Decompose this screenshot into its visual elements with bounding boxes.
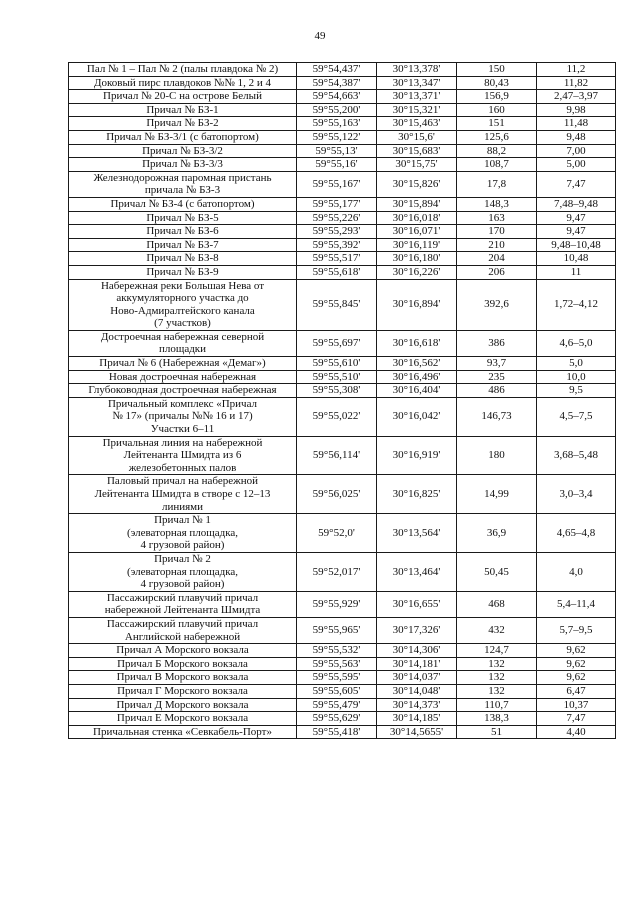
table-row xyxy=(69,397,616,436)
berth-name-cell: Причал № БЗ-4 (с батопортом) xyxy=(69,197,297,211)
depth-cell: 9,48 xyxy=(537,130,616,144)
latitude-cell: 59°55,605' xyxy=(297,684,377,698)
berth-name-cell: Глубоководная достроечная набережная xyxy=(69,384,297,398)
longitude-cell: 30°16,496' xyxy=(377,370,457,384)
latitude-cell: 59°55,177' xyxy=(297,197,377,211)
depth-cell: 1,72–4,12 xyxy=(537,279,616,330)
length-cell: 108,7 xyxy=(457,158,537,172)
berth-name-cell: Пассажирский плавучий причал Английской набережной xyxy=(69,617,297,643)
longitude-cell: 30°16,825' xyxy=(377,475,457,514)
berth-name-cell: Причал Б Морского вокзала xyxy=(69,657,297,671)
depth-cell: 3,0–3,4 xyxy=(537,475,616,514)
length-cell: 14,99 xyxy=(457,475,537,514)
latitude-cell: 59°55,510' xyxy=(297,370,377,384)
longitude-cell: 30°15,463' xyxy=(377,117,457,131)
table-row xyxy=(69,130,616,144)
length-cell: 386 xyxy=(457,330,537,356)
berth-name-cell: Причал № 6 (Набережная «Демаг») xyxy=(69,357,297,371)
latitude-cell: 59°55,845' xyxy=(297,279,377,330)
berth-name-cell: Причал В Морского вокзала xyxy=(69,671,297,685)
table-row xyxy=(69,238,616,252)
berth-name-cell: Причальный комплекс «Причал № 17» (причалы №№ 16 и 17) Участки 6–11 xyxy=(69,397,297,436)
longitude-cell: 30°13,371' xyxy=(377,90,457,104)
length-cell: 204 xyxy=(457,252,537,266)
latitude-cell: 59°55,418' xyxy=(297,725,377,739)
longitude-cell: 30°14,5655' xyxy=(377,725,457,739)
berth-name-cell: Причал № БЗ-5 xyxy=(69,211,297,225)
longitude-cell: 30°16,042' xyxy=(377,397,457,436)
table-row xyxy=(69,171,616,197)
longitude-cell: 30°16,018' xyxy=(377,211,457,225)
longitude-cell: 30°16,071' xyxy=(377,225,457,239)
length-cell: 156,9 xyxy=(457,90,537,104)
longitude-cell: 30°13,464' xyxy=(377,552,457,591)
length-cell: 88,2 xyxy=(457,144,537,158)
berths-table-body xyxy=(69,63,616,739)
depth-cell: 4,5–7,5 xyxy=(537,397,616,436)
table-row xyxy=(69,684,616,698)
longitude-cell: 30°14,048' xyxy=(377,684,457,698)
depth-cell: 4,6–5,0 xyxy=(537,330,616,356)
depth-cell: 9,62 xyxy=(537,644,616,658)
length-cell: 93,7 xyxy=(457,357,537,371)
depth-cell: 7,00 xyxy=(537,144,616,158)
table-row xyxy=(69,76,616,90)
depth-cell: 7,47 xyxy=(537,171,616,197)
longitude-cell: 30°16,655' xyxy=(377,591,457,617)
longitude-cell: 30°17,326' xyxy=(377,617,457,643)
table-row xyxy=(69,644,616,658)
longitude-cell: 30°15,321' xyxy=(377,103,457,117)
table-row xyxy=(69,117,616,131)
table-row xyxy=(69,514,616,553)
length-cell: 150 xyxy=(457,63,537,77)
latitude-cell: 59°55,16' xyxy=(297,158,377,172)
depth-cell: 5,7–9,5 xyxy=(537,617,616,643)
berth-name-cell: Железнодорожная паромная пристань причала № БЗ-3 xyxy=(69,171,297,197)
depth-cell: 9,62 xyxy=(537,671,616,685)
longitude-cell: 30°16,562' xyxy=(377,357,457,371)
berth-name-cell: Причал № БЗ-3/2 xyxy=(69,144,297,158)
berth-name-cell: Причальная линия на набережной Лейтенанта Шмидта из 6 железобетонных палов xyxy=(69,436,297,475)
table-row xyxy=(69,617,616,643)
length-cell: 132 xyxy=(457,684,537,698)
depth-cell: 4,65–4,8 xyxy=(537,514,616,553)
table-row xyxy=(69,712,616,726)
longitude-cell: 30°16,119' xyxy=(377,238,457,252)
longitude-cell: 30°14,037' xyxy=(377,671,457,685)
table-row xyxy=(69,211,616,225)
depth-cell: 11,82 xyxy=(537,76,616,90)
longitude-cell: 30°16,180' xyxy=(377,252,457,266)
latitude-cell: 59°55,595' xyxy=(297,671,377,685)
berth-name-cell: Причал А Морского вокзала xyxy=(69,644,297,658)
length-cell: 36,9 xyxy=(457,514,537,553)
table-row xyxy=(69,103,616,117)
latitude-cell: 59°55,517' xyxy=(297,252,377,266)
length-cell: 80,43 xyxy=(457,76,537,90)
page-number: 49 xyxy=(314,30,326,42)
depth-cell: 7,48–9,48 xyxy=(537,197,616,211)
latitude-cell: 59°55,965' xyxy=(297,617,377,643)
table-row xyxy=(69,671,616,685)
latitude-cell: 59°55,13' xyxy=(297,144,377,158)
length-cell: 132 xyxy=(457,671,537,685)
berth-name-cell: Причальная стенка «Севкабель-Порт» xyxy=(69,725,297,739)
depth-cell: 9,98 xyxy=(537,103,616,117)
length-cell: 50,45 xyxy=(457,552,537,591)
depth-cell: 11,48 xyxy=(537,117,616,131)
berth-name-cell: Причал № БЗ-6 xyxy=(69,225,297,239)
berth-name-cell: Причал № БЗ-7 xyxy=(69,238,297,252)
depth-cell: 4,0 xyxy=(537,552,616,591)
length-cell: 146,73 xyxy=(457,397,537,436)
berth-name-cell: Достроечная набережная северной площадки xyxy=(69,330,297,356)
table-row xyxy=(69,330,616,356)
length-cell: 148,3 xyxy=(457,197,537,211)
length-cell: 392,6 xyxy=(457,279,537,330)
longitude-cell: 30°16,894' xyxy=(377,279,457,330)
berth-name-cell: Новая достроечная набережная xyxy=(69,370,297,384)
berth-name-cell: Причал Г Морского вокзала xyxy=(69,684,297,698)
length-cell: 210 xyxy=(457,238,537,252)
berth-name-cell: Причал Е Морского вокзала xyxy=(69,712,297,726)
depth-cell: 5,4–11,4 xyxy=(537,591,616,617)
table-row xyxy=(69,436,616,475)
latitude-cell: 59°55,308' xyxy=(297,384,377,398)
berth-name-cell: Причал Д Морского вокзала xyxy=(69,698,297,712)
depth-cell: 5,0 xyxy=(537,357,616,371)
depth-cell: 7,47 xyxy=(537,712,616,726)
length-cell: 235 xyxy=(457,370,537,384)
table-row xyxy=(69,265,616,279)
depth-cell: 10,48 xyxy=(537,252,616,266)
table-row xyxy=(69,158,616,172)
table-row xyxy=(69,197,616,211)
latitude-cell: 59°55,392' xyxy=(297,238,377,252)
berth-name-cell: Пассажирский плавучий причал набережной Лейтенанта Шмидта xyxy=(69,591,297,617)
depth-cell: 9,47 xyxy=(537,211,616,225)
depth-cell: 9,5 xyxy=(537,384,616,398)
latitude-cell: 59°55,200' xyxy=(297,103,377,117)
latitude-cell: 59°55,929' xyxy=(297,591,377,617)
longitude-cell: 30°16,404' xyxy=(377,384,457,398)
latitude-cell: 59°52,017' xyxy=(297,552,377,591)
depth-cell: 3,68–5,48 xyxy=(537,436,616,475)
latitude-cell: 59°54,663' xyxy=(297,90,377,104)
length-cell: 110,7 xyxy=(457,698,537,712)
depth-cell: 10,0 xyxy=(537,370,616,384)
berth-name-cell: Причал № БЗ-3/1 (с батопортом) xyxy=(69,130,297,144)
table-row xyxy=(69,225,616,239)
latitude-cell: 59°55,629' xyxy=(297,712,377,726)
latitude-cell: 59°55,226' xyxy=(297,211,377,225)
berth-name-cell: Причал № БЗ-3/3 xyxy=(69,158,297,172)
longitude-cell: 30°16,226' xyxy=(377,265,457,279)
length-cell: 125,6 xyxy=(457,130,537,144)
table-row xyxy=(69,591,616,617)
table-row xyxy=(69,475,616,514)
depth-cell: 11 xyxy=(537,265,616,279)
length-cell: 51 xyxy=(457,725,537,739)
depth-cell: 9,47 xyxy=(537,225,616,239)
latitude-cell: 59°55,479' xyxy=(297,698,377,712)
longitude-cell: 30°15,683' xyxy=(377,144,457,158)
length-cell: 206 xyxy=(457,265,537,279)
berth-name-cell: Пал № 1 – Пал № 2 (палы плавдока № 2) xyxy=(69,63,297,77)
latitude-cell: 59°56,114' xyxy=(297,436,377,475)
berths-table xyxy=(68,62,616,739)
table-row xyxy=(69,657,616,671)
table-row xyxy=(69,725,616,739)
length-cell: 151 xyxy=(457,117,537,131)
length-cell: 170 xyxy=(457,225,537,239)
longitude-cell: 30°16,919' xyxy=(377,436,457,475)
berth-name-cell: Причал № БЗ-2 xyxy=(69,117,297,131)
table-row xyxy=(69,357,616,371)
table-row xyxy=(69,144,616,158)
length-cell: 432 xyxy=(457,617,537,643)
length-cell: 486 xyxy=(457,384,537,398)
length-cell: 468 xyxy=(457,591,537,617)
length-cell: 180 xyxy=(457,436,537,475)
latitude-cell: 59°55,122' xyxy=(297,130,377,144)
latitude-cell: 59°55,022' xyxy=(297,397,377,436)
longitude-cell: 30°15,826' xyxy=(377,171,457,197)
berth-name-cell: Причал № 20-С на острове Белый xyxy=(69,90,297,104)
depth-cell: 9,48–10,48 xyxy=(537,238,616,252)
depth-cell: 10,37 xyxy=(537,698,616,712)
latitude-cell: 59°56,025' xyxy=(297,475,377,514)
longitude-cell: 30°14,185' xyxy=(377,712,457,726)
length-cell: 138,3 xyxy=(457,712,537,726)
latitude-cell: 59°55,163' xyxy=(297,117,377,131)
depth-cell: 4,40 xyxy=(537,725,616,739)
longitude-cell: 30°15,894' xyxy=(377,197,457,211)
length-cell: 132 xyxy=(457,657,537,671)
berth-name-cell: Паловый причал на набережной Лейтенанта Шмидта в створе с 12–13 линиями xyxy=(69,475,297,514)
berth-name-cell: Причал № БЗ-8 xyxy=(69,252,297,266)
latitude-cell: 59°55,293' xyxy=(297,225,377,239)
longitude-cell: 30°14,181' xyxy=(377,657,457,671)
depth-cell: 2,47–3,97 xyxy=(537,90,616,104)
latitude-cell: 59°55,697' xyxy=(297,330,377,356)
table-row xyxy=(69,698,616,712)
longitude-cell: 30°15,75' xyxy=(377,158,457,172)
latitude-cell: 59°55,563' xyxy=(297,657,377,671)
depth-cell: 5,00 xyxy=(537,158,616,172)
berth-name-cell: Причал № БЗ-9 xyxy=(69,265,297,279)
latitude-cell: 59°55,610' xyxy=(297,357,377,371)
berth-name-cell: Набережная реки Большая Нева от аккумуляторного участка до Ново-Адмиралтейского канала (7 участков) xyxy=(69,279,297,330)
berth-name-cell: Причал № 1 (элеваторная площадка, 4 грузовой район) xyxy=(69,514,297,553)
latitude-cell: 59°54,387' xyxy=(297,76,377,90)
latitude-cell: 59°55,532' xyxy=(297,644,377,658)
berth-name-cell: Доковый пирс плавдоков №№ 1, 2 и 4 xyxy=(69,76,297,90)
length-cell: 17,8 xyxy=(457,171,537,197)
longitude-cell: 30°13,564' xyxy=(377,514,457,553)
table-row xyxy=(69,384,616,398)
table-row xyxy=(69,279,616,330)
table-row xyxy=(69,63,616,77)
table-row xyxy=(69,90,616,104)
table-row xyxy=(69,370,616,384)
berth-name-cell: Причал № 2 (элеваторная площадка, 4 грузовой район) xyxy=(69,552,297,591)
latitude-cell: 59°54,437' xyxy=(297,63,377,77)
longitude-cell: 30°14,373' xyxy=(377,698,457,712)
length-cell: 163 xyxy=(457,211,537,225)
table-row xyxy=(69,252,616,266)
latitude-cell: 59°55,167' xyxy=(297,171,377,197)
longitude-cell: 30°13,378' xyxy=(377,63,457,77)
latitude-cell: 59°55,618' xyxy=(297,265,377,279)
longitude-cell: 30°15,6' xyxy=(377,130,457,144)
length-cell: 124,7 xyxy=(457,644,537,658)
table-row xyxy=(69,552,616,591)
depth-cell: 11,2 xyxy=(537,63,616,77)
depth-cell: 6,47 xyxy=(537,684,616,698)
longitude-cell: 30°14,306' xyxy=(377,644,457,658)
longitude-cell: 30°13,347' xyxy=(377,76,457,90)
berth-name-cell: Причал № БЗ-1 xyxy=(69,103,297,117)
length-cell: 160 xyxy=(457,103,537,117)
latitude-cell: 59°52,0' xyxy=(297,514,377,553)
depth-cell: 9,62 xyxy=(537,657,616,671)
longitude-cell: 30°16,618' xyxy=(377,330,457,356)
